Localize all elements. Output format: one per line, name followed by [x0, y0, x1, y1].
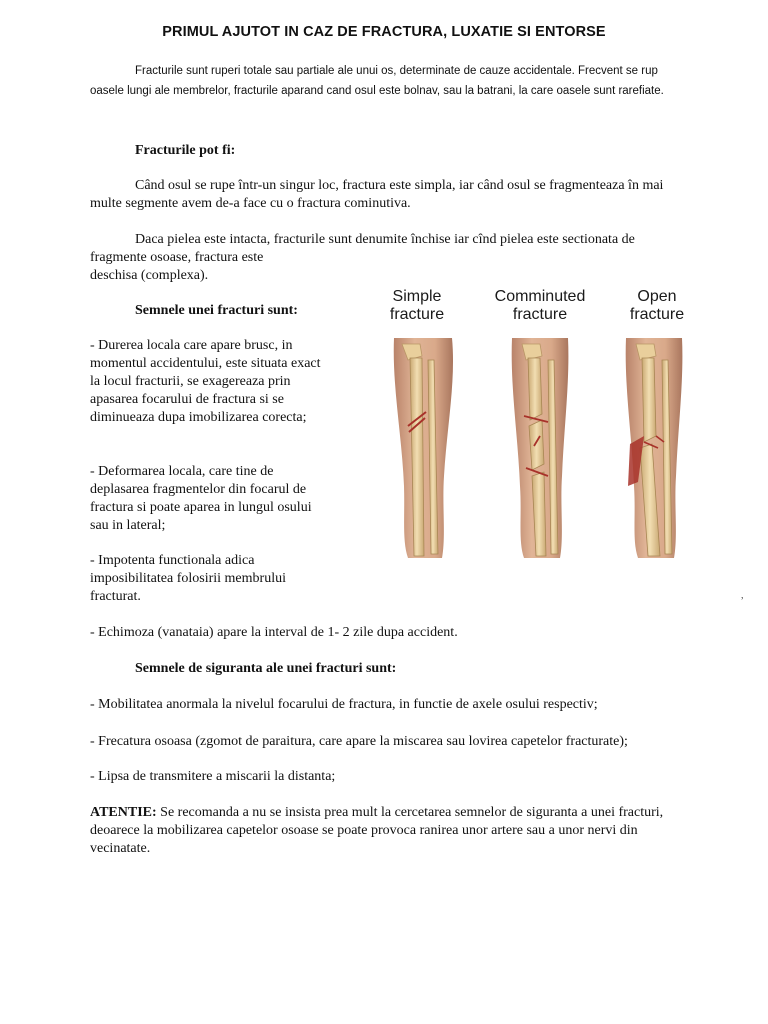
leg-comminuted-tibia-upper [528, 358, 542, 420]
sign-pain: - Durerea locala care apare brusc, in momentul accidentului, este situata exact la locul fracturii, se exagereaza prin apasarea focarului de fractura si se diminueaza dupa imobilizarea corecta; [90, 338, 321, 425]
sign-impotence: - Impotenta functionala adica imposibilitatea folosirii membrului fracturat. [90, 553, 286, 604]
attention-text: Se recomanda a nu se insista prea mult la cercetarea semnelor de siguranta a unei fracturi, deoarece la mobilizarea capetelor osoase se poate provoca ranirea unor artere sau a unor nervi din vecinatate. [90, 805, 664, 856]
document-title: PRIMUL AJUTOT IN CAZ DE FRACTURA, LUXATIE SI ENTORSE [162, 24, 606, 40]
paragraph-simple-comminuted: Când osul se rupe într-un singur loc, fractura este simpla, iar când osul se fragmenteaza în mai multe segmente avem de-a face cu o fractura cominutiva. [90, 178, 664, 211]
leg-comminuted [512, 338, 569, 558]
leg-open [626, 338, 683, 558]
certain-sign-transmission: - Lipsa de transmitere a miscarii la distanta; [90, 769, 336, 784]
label-open-line2: fracture [629, 306, 685, 323]
stray-mark: , [741, 590, 744, 601]
intro-paragraph: Fracturile sunt ruperi totale sau partiale ale unui os, determinate de cauze accidentale. Frecvent se rup oasele lungi ale membrelor, fracturile aparand cand osul este bolnav, sau la batrani, la care oasele sunt rarefiate. [90, 65, 664, 97]
certain-sign-mobility: - Mobilitatea anormala la nivelul focarului de fractura, in functie de axele osului respectiv; [90, 697, 598, 712]
label-comminuted-line1: Comminuted [494, 288, 586, 305]
label-comminuted-line2: fracture [512, 306, 568, 323]
attention-label: ATENTIE: [90, 805, 157, 820]
certain-sign-crepitus: - Frecatura osoasa (zgomot de paraitura, care apare la miscarea sau lovirea capetelor fracturate); [90, 734, 628, 749]
label-simple-line2: fracture [389, 306, 445, 323]
heading-certain-signs: Semnele de siguranta ale unei fracturi sunt: [135, 661, 397, 676]
sign-deformation: - Deformarea locala, care tine de deplasarea fragmentelor din focarul de fractura si poate aparea in lungul osului sau in lateral; [90, 464, 312, 533]
paragraph-closed-open-line1: Daca pielea este intacta, fracturile sunt denumite închise iar cînd pielea este sectionata de [135, 232, 635, 247]
label-open-line1: Open [637, 288, 677, 305]
leg-open-tibia-upper [642, 358, 656, 442]
heading-fracture-types: Fracturile pot fi: [135, 143, 236, 158]
heading-fracture-signs: Semnele unei fracturi sunt: [135, 303, 298, 318]
leg-comminuted-tibia-middle [529, 420, 544, 470]
paragraph-closed-open [90, 231, 690, 285]
paragraph-closed-open-line3: deschisa (complexa). [90, 268, 209, 283]
legs-drawing [372, 286, 702, 570]
sign-bruise: - Echimoza (vanataia) apare la interval de 1- 2 zile dupa accident. [90, 625, 458, 640]
label-simple-line1: Simple [392, 288, 442, 305]
paragraph-closed-open-line2: fragmente osoase, fractura este [90, 250, 264, 265]
fracture-types-illustration [372, 286, 702, 570]
leg-simple [394, 338, 453, 558]
attention-paragraph [90, 804, 686, 858]
